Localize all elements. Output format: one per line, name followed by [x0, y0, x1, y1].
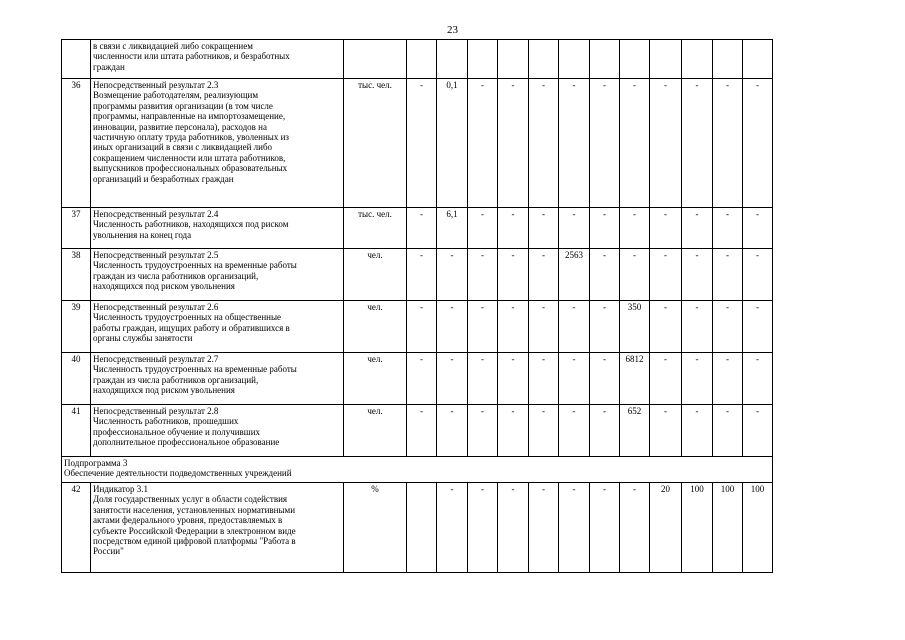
value-cell: 652 — [620, 405, 650, 457]
row-number: 42 — [62, 483, 91, 573]
value-cell: - — [498, 483, 529, 573]
value-cell: - — [468, 301, 498, 353]
desc-line: субъекте Российской Федерации в электронном виде — [93, 525, 296, 536]
value-cell: - — [743, 208, 773, 249]
value-cell: - — [437, 249, 468, 301]
value-cell — [407, 483, 437, 573]
value-cell: - — [529, 353, 559, 405]
desc-line: Непосредственный результат 2.7 — [93, 354, 219, 364]
value-cell: - — [682, 249, 713, 301]
desc-line: Непосредственный результат 2.6 — [93, 302, 219, 312]
desc-line: частичную оплату труда работников, уволенных из — [93, 132, 289, 143]
desc-line: Непосредственный результат 2.4 — [93, 209, 219, 219]
value-cell: 6812 — [620, 353, 650, 405]
value-cell: - — [743, 79, 773, 208]
desc-line: увольнения на конец года — [93, 229, 192, 240]
desc-line: дополнительное профессиональное образование — [93, 437, 280, 448]
row-description — [91, 79, 344, 208]
value-cell: - — [529, 208, 559, 249]
value-cell: - — [407, 405, 437, 457]
value-cell: 0,1 — [437, 79, 468, 208]
desc-line: профессиональное обучение и получивших — [93, 426, 261, 437]
value-cell: - — [468, 79, 498, 208]
value-cell: - — [437, 301, 468, 353]
value-cell: - — [743, 353, 773, 405]
desc-line: граждан из числа работников организаций, — [93, 270, 259, 281]
value-cell: - — [468, 353, 498, 405]
value-cell: - — [437, 353, 468, 405]
desc-line: Численность работников, находящихся под риском — [93, 219, 289, 230]
value-cell: - — [559, 405, 590, 457]
row-description — [91, 405, 344, 457]
desc-line: занятости населения, установленных нормативными — [93, 504, 296, 515]
value-cell: - — [590, 208, 620, 249]
value-cell: - — [559, 301, 590, 353]
value-cell: - — [682, 79, 713, 208]
desc-line: Численность трудоустроенных на общественные — [93, 312, 282, 323]
desc-line: актами федерального уровня, предоставляемых в — [93, 515, 283, 526]
value-cell: - — [529, 483, 559, 573]
value-cell: - — [650, 79, 682, 208]
unit-cell: чел. — [344, 353, 407, 405]
desc-line: Численность работников, прошедших — [93, 416, 239, 427]
value-cell: - — [468, 208, 498, 249]
value-cell: - — [682, 208, 713, 249]
value-cell: - — [407, 208, 437, 249]
value-cell: - — [468, 483, 498, 573]
value-cell: - — [650, 208, 682, 249]
row-number: 41 — [62, 405, 91, 457]
value-cell: - — [437, 405, 468, 457]
continuation-description — [91, 40, 344, 79]
value-cell: - — [407, 249, 437, 301]
unit-cell: тыс. чел. — [344, 208, 407, 249]
row-number: 36 — [62, 79, 91, 208]
value-cell — [590, 40, 620, 79]
value-cell: - — [498, 208, 529, 249]
value-cell: - — [743, 301, 773, 353]
table-row — [62, 249, 773, 301]
desc-line: Численность трудоустроенных на временные работы — [93, 260, 297, 271]
value-cell: - — [498, 301, 529, 353]
desc-line: Непосредственный результат 2.5 — [93, 250, 219, 260]
subprogram-line: Подпрограмма 3 — [64, 458, 128, 468]
value-cell: - — [713, 79, 743, 208]
value-cell — [620, 40, 650, 79]
desc-line: находящихся под риском увольнения — [93, 281, 235, 292]
value-cell: - — [407, 353, 437, 405]
value-cell: - — [437, 483, 468, 573]
value-cell: - — [559, 483, 590, 573]
value-cell: - — [713, 405, 743, 457]
indicators-table — [61, 39, 773, 573]
desc-line: инновации, развитие персонала), расходов на — [93, 121, 267, 132]
unit-cell: чел. — [344, 405, 407, 457]
desc-line: Возмещение работодателям, реализующим — [93, 90, 259, 101]
desc-line: работы граждан, ищущих работу и обратившихся в — [93, 322, 290, 333]
value-cell: - — [743, 249, 773, 301]
value-cell: - — [620, 208, 650, 249]
table-row — [62, 405, 773, 457]
desc-line: в связи с ликвидацией либо сокращением — [93, 41, 253, 51]
value-cell: - — [529, 301, 559, 353]
desc-line: программы развития организации (в том числе — [93, 100, 273, 111]
row-description — [91, 249, 344, 301]
row-number: 38 — [62, 249, 91, 301]
desc-line: Непосредственный результат 2.8 — [93, 406, 219, 416]
value-cell: 350 — [620, 301, 650, 353]
value-cell: - — [713, 353, 743, 405]
value-cell: - — [713, 208, 743, 249]
page-number: 23 — [447, 24, 458, 36]
table-row — [62, 208, 773, 249]
desc-line: выпускников профессиональных образовательных — [93, 163, 288, 174]
unit-cell: тыс. чел. — [344, 79, 407, 208]
desc-line: Непосредственный результат 2.3 — [93, 80, 219, 90]
value-cell — [713, 40, 743, 79]
row-number-cell — [62, 40, 91, 79]
value-cell: - — [498, 249, 529, 301]
desc-line: организаций и безработных граждан — [93, 173, 234, 184]
value-cell: - — [590, 301, 620, 353]
desc-line: органы службы занятости — [93, 333, 193, 344]
value-cell: - — [498, 353, 529, 405]
row-number: 40 — [62, 353, 91, 405]
value-cell: - — [650, 249, 682, 301]
row-number: 39 — [62, 301, 91, 353]
value-cell — [498, 40, 529, 79]
value-cell: - — [713, 301, 743, 353]
value-cell: 100 — [682, 483, 713, 573]
value-cell: - — [590, 405, 620, 457]
table-row — [62, 79, 773, 208]
subprogram-row — [62, 457, 773, 483]
desc-line: численности или штата работников, и безработных — [93, 51, 290, 62]
desc-line: Численность трудоустроенных на временные работы — [93, 364, 297, 375]
desc-line: сокращением численности или штата работников, — [93, 152, 286, 163]
value-cell — [650, 40, 682, 79]
unit-cell — [344, 40, 407, 79]
value-cell: 20 — [650, 483, 682, 573]
value-cell: - — [620, 249, 650, 301]
row-description — [91, 208, 344, 249]
desc-line: иных организаций в связи с ликвидацией либо — [93, 142, 273, 153]
value-cell — [559, 40, 590, 79]
value-cell — [743, 40, 773, 79]
value-cell: - — [650, 353, 682, 405]
value-cell: - — [559, 79, 590, 208]
value-cell: - — [529, 249, 559, 301]
subprogram-heading — [62, 457, 773, 483]
value-cell: - — [590, 353, 620, 405]
value-cell: - — [590, 483, 620, 573]
value-cell: - — [559, 353, 590, 405]
value-cell: 100 — [713, 483, 743, 573]
value-cell: - — [650, 405, 682, 457]
desc-line: России" — [93, 546, 124, 557]
table-row — [62, 483, 773, 573]
desc-line: граждан из числа работников организаций, — [93, 374, 259, 385]
desc-line: программы, направленные на импортозамещение, — [93, 111, 286, 122]
value-cell: - — [529, 405, 559, 457]
value-cell — [468, 40, 498, 79]
desc-line: посредством единой цифровой платформы "Работа в — [93, 536, 296, 547]
table-row — [62, 353, 773, 405]
value-cell: - — [498, 79, 529, 208]
unit-cell: % — [344, 483, 407, 573]
value-cell: - — [498, 405, 529, 457]
value-cell: - — [468, 405, 498, 457]
row-number: 37 — [62, 208, 91, 249]
value-cell: - — [620, 483, 650, 573]
unit-cell: чел. — [344, 301, 407, 353]
desc-line: граждан — [93, 61, 125, 72]
row-description — [91, 353, 344, 405]
value-cell: 2563 — [559, 249, 590, 301]
value-cell: - — [407, 301, 437, 353]
value-cell — [682, 40, 713, 79]
row-description — [91, 483, 344, 573]
value-cell — [437, 40, 468, 79]
value-cell: - — [620, 79, 650, 208]
row-description — [91, 301, 344, 353]
table-row-continuation — [62, 40, 773, 79]
value-cell: - — [682, 353, 713, 405]
subprogram-line: Обеспечение деятельности подведомственных учреждений — [64, 468, 292, 479]
value-cell: - — [650, 301, 682, 353]
value-cell: - — [407, 79, 437, 208]
value-cell — [407, 40, 437, 79]
value-cell: 6,1 — [437, 208, 468, 249]
desc-line: Доля государственных услуг в области содействия — [93, 494, 288, 505]
value-cell — [529, 40, 559, 79]
value-cell: - — [529, 79, 559, 208]
table-row — [62, 301, 773, 353]
value-cell: - — [713, 249, 743, 301]
unit-cell: чел. — [344, 249, 407, 301]
value-cell: - — [682, 301, 713, 353]
value-cell: - — [559, 208, 590, 249]
value-cell: - — [468, 249, 498, 301]
value-cell: - — [682, 405, 713, 457]
value-cell: 100 — [743, 483, 773, 573]
value-cell: - — [590, 79, 620, 208]
desc-line: Индикатор 3.1 — [93, 484, 149, 494]
value-cell: - — [590, 249, 620, 301]
value-cell: - — [743, 405, 773, 457]
desc-line: находящихся под риском увольнения — [93, 385, 235, 396]
